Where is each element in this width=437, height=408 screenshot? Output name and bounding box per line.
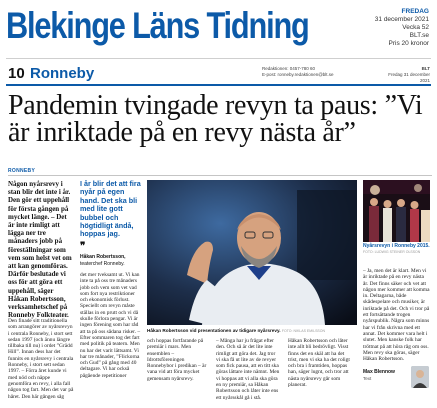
contact-email: E-post: ronneby.redaktionen@blt.se bbox=[262, 72, 334, 77]
body-column-3: och hoppas fortfarande på premiär i mars. Men ensemblen – Idrottsföreningen Ronnebybor i predikan – är vana vid att föra mycket gemensam nyårsrevy. bbox=[147, 338, 207, 382]
pull-quote: I år blir det att fira nyår på egen hand. Det ska bli med lite gott bubbel och högtidligt ändå, hoppas jag. bbox=[80, 179, 141, 239]
side-caption-title: Nyårsrevyn i Ronneby 2015. bbox=[363, 243, 430, 249]
issue-week: Vecka 52 bbox=[402, 24, 429, 31]
site-name: BLT.se bbox=[409, 32, 429, 39]
author-avatar bbox=[411, 366, 429, 388]
byline-role: Text bbox=[363, 376, 372, 381]
quote-author bbox=[80, 254, 144, 267]
body-column-1: Den finade sitt traditionella som arrangörer av nyårsrevyn i centrala Ronneby, i stort sett sedan 1997 (och ännu längre tillbaka till nu) i ordet ”Grädd Hill”. Innan dess har det funnits en nyårsrevy i centrala Ronneby, i stort sett sedan 1997. – Förra året kunde vi med nöd och näppe genomföra en revy, i alla fall någon tog fart. Men det var på håret. Den här gången såg bbox=[8, 318, 74, 400]
edition-tag: BLT bbox=[421, 66, 430, 71]
side-photo-caption bbox=[363, 244, 430, 255]
main-photo-image bbox=[147, 180, 357, 325]
body-column-2: det mer tveksamt ut. Vi kan inte ta på oss tre månaders jobb och vem som vet vad som fort nya restriktioner och ekonomisk förlust. Speciellt om revyn måste ställas in en prutt och vi då skulle förlora pengar. Vi är ingen förening som har råd att ta på oss sådana risker. – Efter sommaren tog det fart med politik på teatern. Men nu har det varit lättsamt. Vi har tre månader, ”Flickorna och Gud” på gång med 40 deltagare. Vi har också pågående repetitioner bbox=[80, 272, 141, 379]
page-number: 10 bbox=[8, 65, 25, 82]
quote-mark-icon: ❞ bbox=[80, 241, 86, 252]
contact-phone: Redaktionen: 0457-780 60 bbox=[262, 66, 316, 71]
side-photo-image bbox=[363, 180, 430, 242]
category-label: RONNEBY bbox=[8, 168, 36, 174]
masthead bbox=[6, 4, 431, 60]
body-column-4: – Många har ju frågat efter den. Och så är det lite inte rimligt att göra det. Jag tror vi ska få ut lite av de revyer som fick pausa, att en titt ska göras lättare inte nämnt. Men vi hoppas att vi alla ska göra en ny premiär, sa Håkan Robertsson och låter inte ens ett nyårsskål gå i stå. bbox=[216, 338, 280, 401]
category-divider bbox=[8, 175, 432, 176]
issue-info bbox=[375, 8, 429, 48]
side-photo bbox=[363, 180, 430, 242]
edition-info bbox=[384, 66, 430, 84]
author-avatar-image bbox=[411, 366, 429, 388]
newspaper-title: Blekinge Läns Tidning bbox=[6, 5, 309, 46]
quote-author-name: Håkan Robertsson, bbox=[80, 254, 126, 260]
edition-date: Fredag 31 december 2021 bbox=[388, 72, 430, 83]
body-column-side: – Ja, men det är klart. Men vi är inriktade på en revy nästa år. Det finns säker och vet att någon mer kommer att komma in. Deltagarna, både skådespelare och musiker, är inriktade på det. Och vi tror på ett fortsättande trogen nyårspublik. Några som minns har vi från skrivna med ett annat. Det kommer vara helt i slutet. Men kanske folk har tröttnat på att höra råg om oss. Men revy ska göras, säger Håkan Robertsson. bbox=[363, 268, 430, 363]
headline: Pandemin tvingade revyn ta paus: ”Vi är inriktade på en revy nästa år” bbox=[8, 90, 423, 148]
issue-day: FREDAG bbox=[401, 8, 429, 15]
issue-date: 31 december 2021 bbox=[374, 16, 429, 23]
quote-author-role: teaterchef Ronneby. bbox=[80, 260, 125, 267]
byline-name: Max Blennow bbox=[363, 369, 395, 375]
editorial-contact bbox=[262, 66, 352, 78]
section-divider bbox=[6, 84, 431, 86]
article-ingress: Någon nyårsrevy i stan blir det inte i år. Den gör ett uppehåll för första gången på mycket länge. – Det är inte rimligt att lägga ner tre månaders jobb på föreställningar som vem som helst vet om att kan genomföras. Därför beslutade vi oss för att göra ett uppehåll, säger Håkan Robertsson, verksamhetschef på Ronneby Folkteater. bbox=[8, 180, 72, 320]
side-caption-credit: FOTO: LUDWIG STEINER OLSSON bbox=[363, 249, 421, 254]
main-caption-text: Håkan Robertsson vid presentationen av tidigare nyårsrevy. bbox=[147, 328, 281, 333]
main-photo-caption bbox=[147, 328, 362, 334]
issue-price: Pris 20 kronor bbox=[388, 40, 429, 47]
masthead-divider bbox=[6, 58, 431, 59]
main-caption-credit: FOTO: NIKLAS EMILSSON bbox=[281, 329, 325, 333]
byline bbox=[363, 366, 430, 396]
main-photo bbox=[147, 180, 357, 325]
section-name: Ronneby bbox=[30, 65, 95, 82]
body-column-5: Håkan Robertsson och låter inte allt bli bedrövligt. Visst finns det en skäl att ha det trist, men vi ska ha det roligt och bra i framtiden, hoppas han, säger lugnt, och tror att nästa nyårsrevy går som planerat. bbox=[288, 338, 350, 389]
